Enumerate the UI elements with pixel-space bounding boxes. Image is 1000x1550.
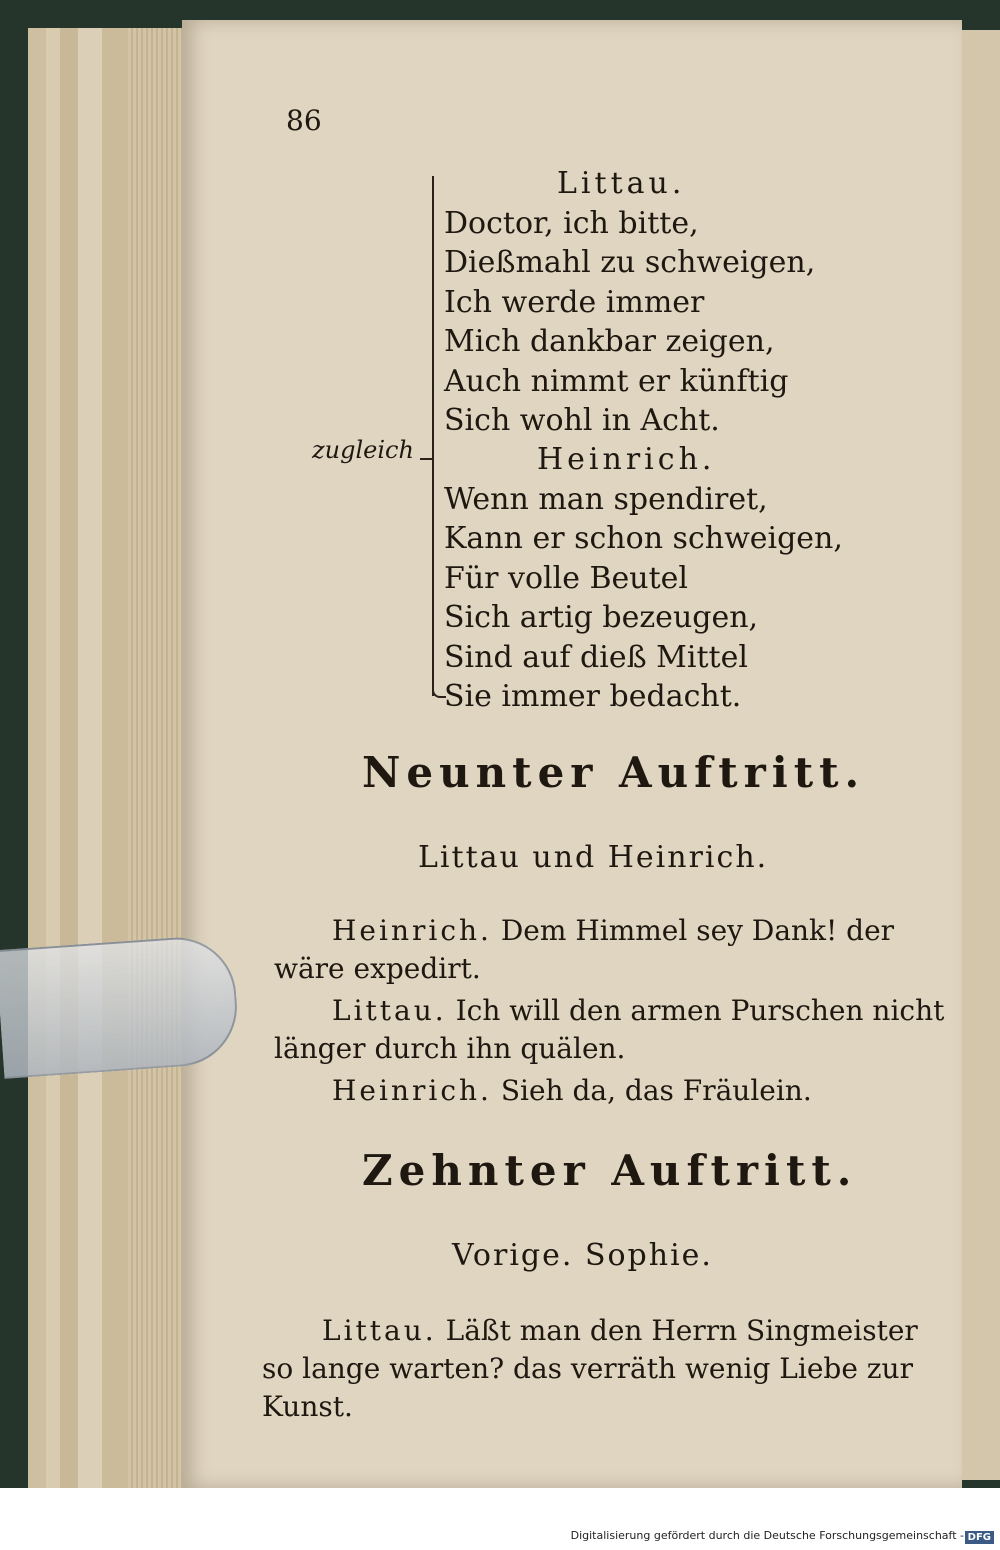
- verse-line: Dießmahl zu schweigen,: [444, 245, 816, 280]
- verse-line: Sie immer bedacht.: [444, 679, 742, 714]
- funding-credit: Digitalisierung gefördert durch die Deutsche Forschungsgemeinschaft -: [570, 1529, 964, 1542]
- verse-line: Ich werde immer: [444, 285, 705, 320]
- scene-cast: Littau und Heinrich.: [418, 840, 769, 875]
- verse-line: Sich artig bezeugen,: [444, 600, 759, 635]
- dialogue-text: Dem Himmel sey Dank! der: [500, 914, 895, 947]
- page-number: 86: [286, 104, 322, 137]
- verse-line: Auch nimmt er künftig: [444, 364, 789, 399]
- bracket-label: zugleich: [312, 436, 414, 464]
- dialogue-line: [332, 1072, 812, 1110]
- verse-line: Für volle Beutel: [444, 561, 689, 596]
- dialogue-text: Ich will den armen Purschen nicht: [455, 994, 945, 1027]
- verse-line: Wenn man spendiret,: [444, 482, 768, 517]
- verse-bracket-point: [420, 458, 432, 460]
- speaker-name: Littau.: [322, 1314, 437, 1347]
- speaker-name: Littau.: [332, 994, 447, 1027]
- verse-line: Sind auf dieß Mittel: [444, 640, 748, 675]
- book-page: [182, 20, 962, 1488]
- speaker-name: Heinrich.: [332, 1074, 492, 1107]
- glass-weight-overlay: [0, 934, 241, 1079]
- scene-heading: Zehnter Auftritt.: [362, 1146, 858, 1195]
- verse-line: Kann er schon schweigen,: [444, 521, 843, 556]
- scene-heading: Neunter Auftritt.: [362, 748, 866, 797]
- verse-line: Sich wohl in Acht.: [444, 403, 720, 438]
- dialogue-line: [332, 992, 944, 1030]
- verse-line: Mich dankbar zeigen,: [444, 324, 775, 359]
- dialogue-continuation: so lange warten? das verräth wenig Liebe zur: [262, 1352, 913, 1385]
- dialogue-continuation: Kunst.: [262, 1390, 353, 1423]
- dialogue-line: [322, 1312, 918, 1350]
- verse-speaker: Heinrich.: [537, 442, 716, 477]
- dialogue-text: Läßt man den Herrn Singmeister: [445, 1314, 918, 1347]
- facing-page-edge: [960, 30, 1000, 1480]
- dialogue-continuation: länger durch ihn quälen.: [274, 1032, 626, 1065]
- scene-cast: Vorige. Sophie.: [452, 1238, 713, 1273]
- book-page-edges: [28, 28, 188, 1488]
- dialogue-line: [332, 912, 894, 950]
- speaker-name: Heinrich.: [332, 914, 492, 947]
- dialogue-continuation: wäre expedirt.: [274, 952, 481, 985]
- dfg-logo: DFG: [965, 1531, 994, 1544]
- footer-bar: [0, 1488, 1000, 1550]
- verse-line: Doctor, ich bitte,: [444, 206, 699, 241]
- verse-speaker: Littau.: [557, 166, 686, 201]
- dialogue-text: Sieh da, das Fräulein.: [500, 1074, 812, 1107]
